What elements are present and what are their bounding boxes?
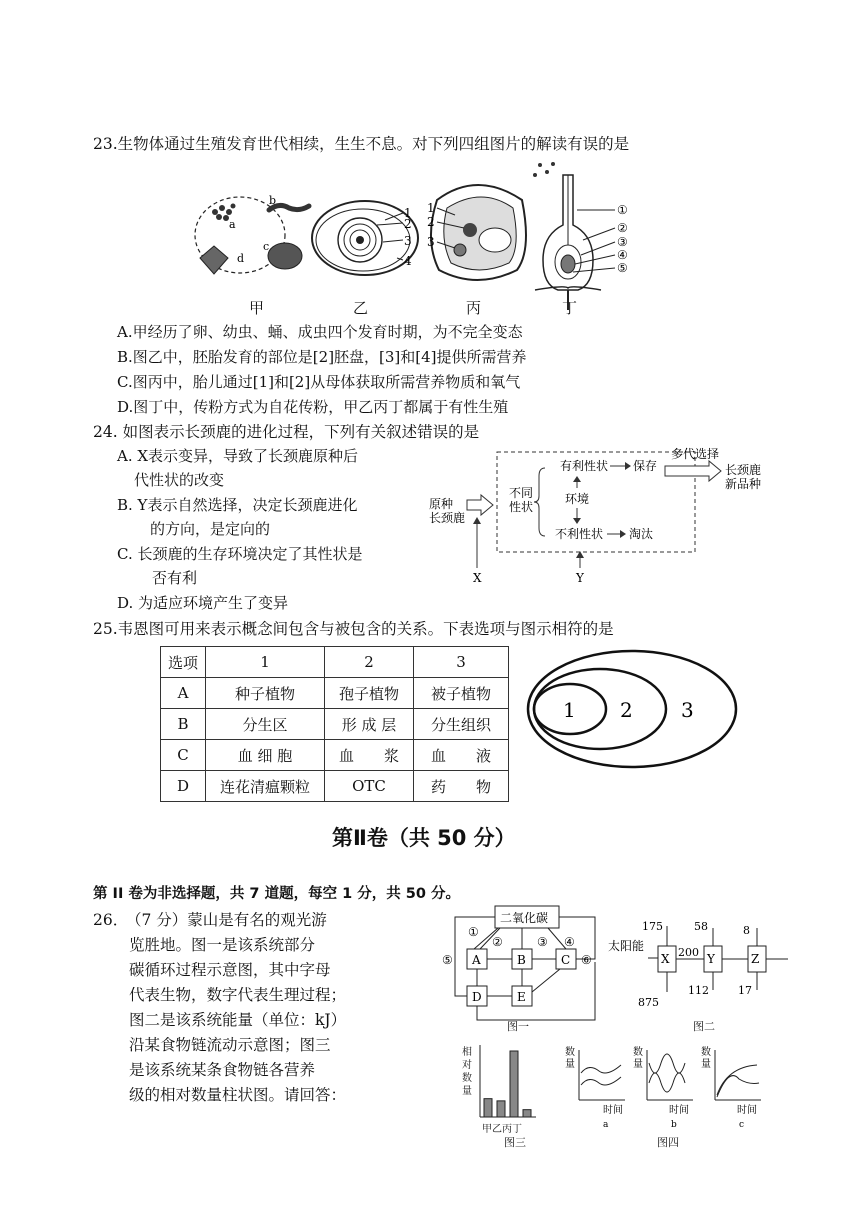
fig3-ylabel-char: 相 [462, 1047, 472, 1058]
node-e: E [517, 990, 526, 1004]
good-trait: 有利性状 [560, 459, 609, 473]
q26-line: 碳循环过程示意图，其中字母 [129, 961, 331, 979]
figure-bing-fetus [427, 185, 526, 280]
node-x: X [661, 952, 670, 966]
q26-number: 26． [93, 911, 129, 929]
yi-num-2: 2 [404, 217, 412, 231]
table-cell: 血 细 胞 [206, 740, 325, 771]
q26-line: （7 分）蒙山是有名的观光游 [126, 911, 327, 929]
table-cell: 形 成 层 [325, 709, 414, 740]
jia-letter-d: d [237, 252, 245, 265]
q25-stem: 25.韦恩图可用来表示概念间包含与被包含的关系。下表选项与图示相符的是 [93, 620, 614, 638]
q25-options-table [160, 646, 509, 802]
q24-option-a-line2: 代性状的改变 [134, 471, 225, 489]
fig4-sub-c: c [739, 1120, 745, 1130]
fig4c-ylabel-char: 数 [701, 1047, 711, 1058]
node-z: Z [751, 952, 760, 966]
ding-num-1: ① [617, 203, 628, 217]
fig-label-bing: 丙 [466, 299, 482, 317]
q24-evolution-diagram [425, 440, 775, 590]
header-cell: 选项 [161, 647, 206, 678]
section-title: 第Ⅱ卷（共 50 分） [332, 826, 516, 850]
table-cell: 孢子植物 [325, 678, 414, 709]
val-8: 8 [743, 924, 750, 937]
fig3-bar-乙 [497, 1101, 505, 1117]
q26-fig4-curves [565, 1045, 765, 1130]
q24-option-b-line2: 的方向，是定向的 [150, 520, 271, 538]
q24-stem: 24. 如图表示长颈鹿的进化过程，下列有关叙述错误的是 [93, 423, 480, 441]
yi-num-1: 1 [404, 206, 412, 220]
figure-jia-insect-cycle [195, 194, 309, 274]
q23-option-b: B.图乙中，胚胎发育的部位是[2]胚盘，[3]和[4]提供所需营养 [117, 348, 527, 366]
bing-num-2: 2 [427, 215, 435, 229]
section-note: 第 II 卷为非选择题，共 7 道题，每空 1 分，共 50 分。 [93, 886, 461, 902]
q24-option-c-line2: 否有利 [152, 569, 198, 587]
q23-option-a: A.甲经历了卵、幼虫、蛹、成虫四个发育时期，为不完全变态 [117, 323, 523, 341]
multi-gen: 多代选择 [671, 447, 720, 461]
q24-option-b-line1: B. Y表示自然选择，决定长颈鹿进化 [117, 496, 358, 514]
ding-num-3: ③ [617, 235, 628, 249]
table-row [161, 709, 509, 740]
fig-label-jia: 甲 [249, 299, 265, 317]
label-y: Y [576, 571, 584, 585]
header-cell: 1 [206, 647, 325, 678]
q24-option-d: D. 为适应环境产生了变异 [117, 594, 289, 612]
q26-line: 图二是该系统能量（单位：kJ） [129, 1011, 347, 1029]
q26-line: 代表生物，数字代表生理过程； [129, 986, 347, 1004]
val-200: 200 [678, 946, 699, 959]
node-c: C [561, 953, 571, 967]
fig3-bar-丁 [523, 1110, 531, 1117]
num-1: ① [468, 925, 479, 939]
yi-num-3: 3 [404, 234, 412, 248]
num-6: ⑥ [581, 953, 592, 967]
fig4-caption: 图四 [657, 1136, 679, 1149]
fig-label-yi: 乙 [353, 299, 369, 317]
num-2: ② [492, 935, 503, 949]
num-4: ④ [564, 935, 575, 949]
fig4-sub-b: b [671, 1120, 677, 1130]
table-row [161, 678, 509, 709]
fig3-bar-丙 [510, 1051, 518, 1117]
val-112: 112 [688, 984, 709, 997]
venn-label-3: 3 [681, 698, 694, 722]
node-d: D [472, 990, 482, 1004]
fig4a-ylabel-char: 数 [565, 1047, 575, 1058]
fig4a-ylabel-char: 量 [565, 1059, 575, 1070]
table-cell: 血 浆 [325, 740, 414, 771]
table-row [161, 771, 509, 802]
fig3-ylabel-char: 量 [462, 1086, 472, 1097]
ding-num-2: ② [617, 221, 628, 235]
fig3-caption: 图三 [504, 1136, 526, 1149]
q24-option-a-line1: A. X表示变异，导致了长颈鹿原种后 [117, 447, 359, 465]
table-cell: 被子植物 [414, 678, 509, 709]
env: 环境 [565, 492, 590, 506]
jia-letter-b: b [269, 194, 277, 207]
q23-stem: 23.生物体通过生殖发育世代相续，生生不息。对下列四组图片的解读有误的是 [93, 135, 630, 153]
node-y: Y [707, 952, 715, 966]
table-cell: 种子植物 [206, 678, 325, 709]
num-3: ③ [537, 935, 548, 949]
table-cell: 连花清瘟颗粒 [206, 771, 325, 802]
fig2-caption: 图二 [693, 1020, 715, 1033]
ding-num-4: ④ [617, 248, 628, 262]
fig3-bar-甲 [484, 1099, 492, 1117]
diff-line1: 不同 [509, 486, 534, 500]
q26-line: 级的相对数量柱状图。请回答： [129, 1086, 347, 1104]
co2-label: 二氧化碳 [500, 911, 549, 925]
fig3-xlabel: 甲乙丙丁 [482, 1124, 522, 1135]
jia-letter-c: c [263, 240, 270, 253]
table-row [161, 740, 509, 771]
table-cell: D [161, 771, 206, 802]
fig1-caption: 图一 [507, 1020, 529, 1033]
header-cell: 3 [414, 647, 509, 678]
sun-label: 太阳能 [608, 939, 645, 953]
val-58: 58 [694, 920, 708, 933]
diff-line2: 性状 [509, 500, 534, 514]
venn-label-1: 1 [563, 698, 576, 722]
fig4b-xlabel: 时间 [669, 1105, 689, 1116]
ding-num-5: ⑤ [617, 261, 628, 275]
table-cell: 分生区 [206, 709, 325, 740]
figure-ding-flower [533, 162, 628, 310]
new-species-line2: 新品种 [725, 477, 762, 491]
fig3-ylabel-char: 数 [462, 1073, 472, 1084]
keep: 保存 [633, 459, 658, 473]
table-cell: 分生组织 [414, 709, 509, 740]
origin-line1: 原种 [429, 497, 454, 511]
node-b: B [517, 953, 526, 967]
table-cell: 血 液 [414, 740, 509, 771]
table-cell: OTC [325, 771, 414, 802]
yi-num-4: 4 [404, 254, 412, 268]
q26-fig2-energy-flow [608, 912, 793, 1007]
q26-line: 览胜地。图一是该系统部分 [129, 936, 316, 954]
label-x: X [473, 571, 482, 585]
q24-option-c-line1: C. 长颈鹿的生存环境决定了其性状是 [117, 545, 363, 563]
val-175: 175 [642, 920, 663, 933]
elim: 淘汰 [629, 527, 654, 541]
num-5: ⑤ [442, 953, 453, 967]
table-cell: A [161, 678, 206, 709]
header-cell: 2 [325, 647, 414, 678]
q26-fig3-bar-chart [478, 1045, 538, 1120]
venn-label-2: 2 [620, 698, 633, 722]
bing-num-1: 1 [427, 201, 435, 215]
table-cell: 药 物 [414, 771, 509, 802]
q26-line: 沿某食物链流动示意图；图三 [129, 1036, 331, 1054]
q26-line: 是该系统某条食物链各营养 [129, 1061, 316, 1079]
table-cell: B [161, 709, 206, 740]
q23-option-c: C.图丙中，胎儿通过[1]和[2]从母体获取所需营养物质和氧气 [117, 373, 521, 391]
new-species-line1: 长颈鹿 [725, 463, 762, 477]
jia-letter-a: a [229, 218, 236, 231]
fig4b-ylabel-char: 数 [633, 1047, 643, 1058]
fig4-sub-a: a [603, 1120, 609, 1130]
fig4b-ylabel-char: 量 [633, 1059, 643, 1070]
origin-line2: 长颈鹿 [429, 511, 466, 525]
fig4c-ylabel-char: 量 [701, 1059, 711, 1070]
q26-fig1-carbon-cycle [440, 902, 605, 1032]
fig3-ylabel-char: 对 [462, 1060, 472, 1071]
val-875: 875 [638, 996, 659, 1007]
q23-figures [185, 160, 645, 320]
val-17: 17 [738, 984, 752, 997]
fig4a-xlabel: 时间 [603, 1105, 623, 1116]
table-cell: C [161, 740, 206, 771]
q23-option-d: D.图丁中，传粉方式为自花传粉，甲乙丙丁都属于有性生殖 [117, 398, 509, 416]
fig-label-ding: 丁 [562, 299, 578, 317]
table-header-row [161, 647, 509, 678]
fig3-ylabel [462, 1046, 476, 1098]
bing-num-3: 3 [427, 235, 435, 249]
figure-yi-egg [312, 201, 418, 275]
bad-trait: 不利性状 [555, 527, 604, 541]
q25-venn-diagram [525, 648, 740, 770]
node-a: A [472, 953, 481, 967]
fig4c-xlabel: 时间 [737, 1105, 757, 1116]
